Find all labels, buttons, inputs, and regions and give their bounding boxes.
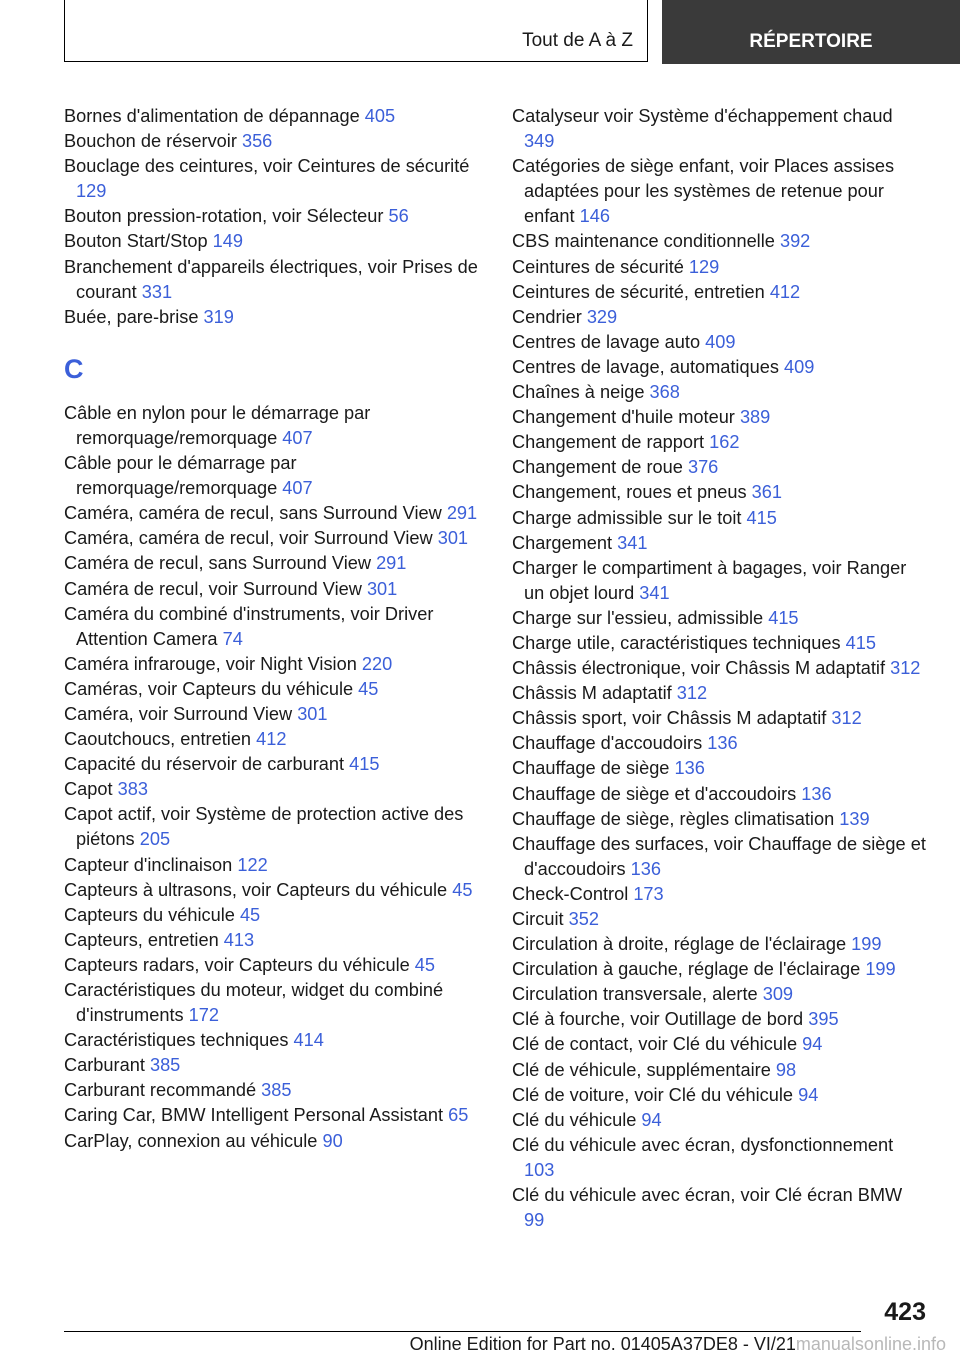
entry-page-link[interactable]: 301	[437, 528, 469, 549]
index-entry	[64, 853, 484, 878]
entry-term: Capacité du réservoir de carburant	[64, 754, 345, 775]
index-entry	[64, 526, 484, 551]
index-entry	[64, 451, 484, 501]
entry-page-link[interactable]: 94	[798, 1084, 819, 1105]
index-entry	[512, 1083, 927, 1108]
entry-page-link[interactable]: 291	[376, 553, 407, 574]
entry-page-link[interactable]: 301	[297, 703, 328, 724]
entry-page-link[interactable]: 385	[261, 1080, 292, 1101]
entry-page-link[interactable]: 415	[768, 607, 799, 628]
entry-term: Capteurs à ultrasons, voir Capteurs du véhicule	[64, 879, 448, 900]
index-entry	[64, 878, 484, 903]
index-entry	[64, 1129, 484, 1154]
entry-page-link[interactable]: 414	[293, 1030, 324, 1051]
index-entry	[64, 1103, 484, 1128]
index-entry	[64, 652, 484, 677]
entry-page-link[interactable]: 94	[802, 1034, 823, 1055]
entry-term: Centres de lavage auto	[512, 331, 701, 352]
index-entry	[512, 405, 927, 430]
entry-term: Caméra, caméra de recul, sans Surround View	[64, 503, 442, 524]
entry-term: Clé du véhicule avec écran, dysfonctionnement	[512, 1134, 894, 1155]
edition-text: Online Edition for Part no. 01405A37DE8 - VI/21	[409, 1334, 796, 1354]
entry-term: Clé de voiture, voir Clé du véhicule	[512, 1084, 794, 1105]
entry-page-link[interactable]: 409	[783, 356, 815, 377]
index-entry	[64, 229, 484, 254]
entry-term: Catégories de siège enfant, voir Places assises adaptées pour les systèmes de retenue pour enfant	[512, 156, 895, 227]
index-entry	[512, 430, 927, 455]
index-entry	[512, 355, 927, 380]
entry-term: Changement d'huile moteur	[512, 407, 735, 428]
entry-term: Capot	[64, 779, 113, 800]
entry-page-link[interactable]: 312	[676, 683, 708, 704]
entry-term: Check-Control	[512, 883, 629, 904]
entry-term: Clé de contact, voir Clé du véhicule	[512, 1034, 798, 1055]
entry-term: Chauffage de siège, règles climatisation	[512, 808, 835, 829]
entry-term: Ceintures de sécurité, entretien	[512, 281, 765, 302]
entry-page-link[interactable]: 74	[222, 628, 243, 649]
index-entry	[512, 480, 927, 505]
index-entry	[512, 104, 927, 154]
entry-page-link[interactable]: 173	[633, 883, 664, 904]
index-entry	[64, 154, 484, 204]
index-entry	[64, 577, 484, 602]
index-entry	[512, 706, 927, 731]
index-entry	[512, 1183, 927, 1233]
index-entry	[512, 832, 927, 882]
index-entry	[64, 928, 484, 953]
page-number: 423	[884, 1298, 926, 1326]
entry-page-link[interactable]: 385	[149, 1055, 181, 1076]
index-entry	[64, 1078, 484, 1103]
entry-term: Câble en nylon pour le démarrage par remorquage/remorquage	[64, 402, 371, 448]
index-entry	[64, 104, 484, 129]
entry-page-link[interactable]: 409	[705, 331, 736, 352]
entry-term: Carburant recommandé	[64, 1080, 257, 1101]
entry-term: Bouton pression-rotation, voir Sélecteur	[64, 206, 384, 227]
entry-page-link[interactable]: 136	[630, 858, 661, 879]
entry-term: Circulation transversale, alerte	[512, 984, 758, 1005]
entry-term: Bouclage des ceintures, voir Ceintures de sécurité	[64, 156, 470, 177]
entry-page-link[interactable]: 45	[414, 954, 436, 975]
entry-page-link[interactable]: 129	[688, 256, 720, 277]
entry-term: Câble pour le démarrage par remorquage/remorquage	[64, 453, 297, 499]
entry-term: Bouchon de réservoir	[64, 131, 237, 152]
index-entry	[64, 204, 484, 229]
index-entry	[512, 731, 927, 756]
index-entry	[512, 154, 927, 229]
entry-page-link[interactable]: 149	[212, 231, 243, 252]
entry-page-link[interactable]: 220	[361, 653, 393, 674]
entry-term: Branchement d'appareils électriques, voir Prises de courant	[64, 256, 478, 302]
index-entry	[512, 756, 927, 781]
entry-page-link[interactable]: 412	[256, 729, 287, 750]
section-title: Tout de A à Z	[522, 30, 633, 51]
index-entry	[64, 953, 484, 978]
entry-term: Caméra de recul, sans Surround View	[64, 553, 371, 574]
footer-rule	[64, 1331, 861, 1332]
entry-page-link[interactable]: 319	[203, 306, 234, 327]
index-entry	[512, 882, 927, 907]
entry-page-link[interactable]: 395	[808, 1009, 839, 1030]
index-entry	[512, 957, 927, 982]
index-entry	[64, 551, 484, 576]
entry-term: Capteurs, entretien	[64, 929, 219, 950]
index-entry	[64, 802, 484, 852]
entry-term: Changement de roue	[512, 457, 683, 478]
entry-term: CarPlay, connexion au véhicule	[64, 1130, 318, 1151]
entry-page-link[interactable]: 407	[282, 478, 313, 499]
entry-page-link[interactable]: 136	[674, 758, 705, 779]
index-entry	[512, 782, 927, 807]
entry-term: Changement, roues et pneus	[512, 482, 747, 503]
entry-page-link[interactable]: 94	[641, 1109, 662, 1130]
index-entry	[512, 380, 927, 405]
entry-page-link[interactable]: 205	[139, 829, 171, 850]
entry-term: Charger le compartiment à bagages, voir Ranger un objet lourd	[512, 557, 907, 603]
entry-term: CBS maintenance conditionnelle	[512, 231, 775, 252]
entry-page-link[interactable]: 312	[890, 658, 921, 679]
entry-term: Ceintures de sécurité	[512, 256, 684, 277]
index-entry	[64, 305, 484, 330]
entry-term: Caractéristiques techniques	[64, 1030, 289, 1051]
entry-page-link[interactable]: 139	[839, 808, 870, 829]
entry-term: Centres de lavage, automatiques	[512, 356, 779, 377]
entry-page-link[interactable]: 103	[524, 1159, 555, 1180]
entry-term: Caméra, caméra de recul, voir Surround View	[64, 528, 433, 549]
entry-term: Châssis électronique, voir Châssis M adaptatif	[512, 658, 886, 679]
entry-term: Catalyseur voir Système d'échappement chaud	[512, 106, 893, 126]
entry-term: Châssis sport, voir Châssis M adaptatif	[512, 708, 827, 729]
entry-term: Caméra de recul, voir Surround View	[64, 578, 362, 599]
index-entry	[512, 1058, 927, 1083]
index-entry	[512, 305, 927, 330]
entry-page-link[interactable]: 136	[707, 733, 738, 754]
entry-page-link[interactable]: 352	[568, 909, 599, 929]
entry-term: Carburant	[64, 1055, 145, 1076]
index-entry	[64, 752, 484, 777]
entry-page-link[interactable]: 291	[446, 503, 478, 524]
entry-page-link[interactable]: 90	[322, 1130, 343, 1151]
index-entry	[64, 727, 484, 752]
entry-term: Charge sur l'essieu, admissible	[512, 607, 764, 628]
index-entry	[512, 1108, 927, 1133]
entry-term: Caméra du combiné d'instruments, voir Driver Attention Camera	[64, 603, 434, 649]
entry-term: Capteurs radars, voir Capteurs du véhicule	[64, 954, 410, 975]
entry-term: Chauffage des surfaces, voir Chauffage de siège et d'accoudoirs	[512, 833, 926, 879]
index-entry	[64, 978, 484, 1028]
index-entry	[64, 702, 484, 727]
entry-term: Chauffage de siège	[512, 758, 670, 779]
entry-term: Caméras, voir Capteurs du véhicule	[64, 678, 354, 699]
entry-term: Clé de véhicule, supplémentaire	[512, 1059, 771, 1080]
entry-page-link[interactable]: 309	[762, 984, 794, 1005]
entry-term: Chauffage d'accoudoirs	[512, 733, 703, 754]
index-entry	[512, 556, 927, 606]
entry-term: Circulation à droite, réglage de l'éclairage	[512, 934, 847, 955]
entry-page-link[interactable]: 383	[117, 779, 148, 800]
index-entry	[512, 982, 927, 1007]
entry-page-link[interactable]: 65	[448, 1105, 469, 1126]
entry-page-link[interactable]: 301	[366, 578, 398, 599]
index-group-b	[64, 104, 484, 330]
entry-term: Clé du véhicule avec écran, voir Clé écran BMW	[512, 1185, 903, 1206]
index-entry	[64, 1053, 484, 1078]
entry-term: Chauffage de siège et d'accoudoirs	[512, 783, 797, 804]
entry-page-link[interactable]: 407	[282, 427, 313, 448]
entry-term: Caméra infrarouge, voir Night Vision	[64, 653, 357, 674]
entry-term: Circulation à gauche, réglage de l'éclairage	[512, 959, 861, 980]
entry-page-link[interactable]: 199	[865, 959, 896, 980]
entry-page-link[interactable]: 412	[769, 281, 801, 302]
entry-page-link[interactable]: 136	[801, 783, 832, 804]
entry-term: Charge admissible sur le toit	[512, 507, 742, 528]
entry-page-link[interactable]: 413	[223, 929, 255, 950]
entry-page-link[interactable]: 415	[845, 632, 876, 653]
entry-page-link[interactable]: 341	[617, 532, 648, 553]
entry-page-link[interactable]: 199	[851, 934, 882, 955]
entry-page-link[interactable]: 45	[358, 678, 379, 699]
entry-term: Capteurs du véhicule	[64, 904, 235, 925]
entry-page-link[interactable]: 361	[751, 482, 782, 503]
index-entry	[512, 531, 927, 556]
entry-term: Capteur d'inclinaison	[64, 854, 233, 875]
index-entry	[512, 1133, 927, 1183]
entry-page-link[interactable]: 405	[364, 106, 396, 126]
entry-page-link[interactable]: 392	[779, 231, 811, 252]
index-column-left	[64, 104, 484, 1154]
entry-term: Chargement	[512, 532, 613, 553]
entry-page-link[interactable]: 368	[649, 382, 680, 403]
entry-term: Clé à fourche, voir Outillage de bord	[512, 1009, 804, 1030]
entry-term: Circuit	[512, 909, 564, 929]
entry-page-link[interactable]: 356	[241, 131, 273, 152]
entry-term: Châssis M adaptatif	[512, 683, 672, 704]
entry-term: Buée, pare-brise	[64, 306, 199, 327]
entry-term: Cendrier	[512, 306, 582, 327]
index-column-right	[512, 104, 927, 1233]
entry-page-link[interactable]: 56	[388, 206, 409, 227]
entry-term: Caoutchoucs, entretien	[64, 729, 252, 750]
section-tab	[64, 0, 648, 62]
entry-page-link[interactable]: 415	[349, 754, 380, 775]
index-entry	[512, 932, 927, 957]
index-entry	[512, 907, 927, 932]
entry-page-link[interactable]: 172	[188, 1005, 220, 1026]
index-entry	[64, 129, 484, 154]
index-entry	[512, 1032, 927, 1057]
entry-page-link[interactable]: 329	[586, 306, 618, 327]
index-entry	[512, 631, 927, 656]
index-entry	[512, 506, 927, 531]
index-entry	[512, 681, 927, 706]
entry-page-link[interactable]: 415	[746, 507, 777, 528]
index-entry	[64, 401, 484, 451]
index-letter-heading: C	[64, 353, 84, 384]
entry-page-link[interactable]: 129	[76, 181, 107, 202]
index-entry	[64, 501, 484, 526]
entry-term: Chaînes à neige	[512, 382, 645, 403]
index-entry	[512, 255, 927, 280]
entry-page-link[interactable]: 376	[687, 457, 719, 478]
entry-term: Capot actif, voir Système de protection active des piétons	[64, 804, 464, 850]
chapter-tab: RÉPERTOIRE	[662, 0, 960, 64]
index-entry	[512, 455, 927, 480]
entry-page-link[interactable]: 389	[739, 407, 771, 428]
entry-term: Caring Car, BMW Intelligent Personal Assistant	[64, 1105, 444, 1126]
index-entry	[64, 1028, 484, 1053]
entry-term: Caractéristiques du moteur, widget du combiné d'instruments	[64, 980, 444, 1026]
entry-page-link[interactable]: 349	[524, 131, 555, 152]
index-entry	[64, 255, 484, 305]
entry-page-link[interactable]: 162	[709, 432, 740, 453]
entry-term: Caméra, voir Surround View	[64, 703, 293, 724]
index-entry	[512, 807, 927, 832]
footer	[0, 1334, 946, 1355]
entry-term: Clé du véhicule	[512, 1109, 637, 1130]
entry-page-link[interactable]: 331	[141, 281, 173, 302]
entry-term: Changement de rapport	[512, 432, 705, 453]
entry-term: Bouton Start/Stop	[64, 231, 208, 252]
index-group-c	[64, 401, 484, 1154]
entry-term: Bornes d'alimentation de dépannage	[64, 106, 360, 126]
index-entry	[512, 280, 927, 305]
entry-page-link[interactable]: 122	[237, 854, 268, 875]
entry-page-link[interactable]: 341	[639, 582, 670, 603]
index-entry	[512, 656, 927, 681]
entry-page-link[interactable]: 45	[239, 904, 261, 925]
entry-page-link[interactable]: 146	[579, 206, 610, 227]
index-entry	[64, 777, 484, 802]
index-entry	[64, 602, 484, 652]
entry-page-link[interactable]: 312	[831, 708, 862, 729]
index-entry	[512, 606, 927, 631]
index-entry	[512, 330, 927, 355]
index-entry	[64, 677, 484, 702]
index-entry	[512, 1007, 927, 1032]
entry-page-link[interactable]: 45	[452, 879, 473, 900]
index-entry	[512, 229, 927, 254]
entry-term: Charge utile, caractéristiques techniques	[512, 632, 841, 653]
entry-page-link[interactable]: 99	[524, 1210, 545, 1231]
index-entry	[64, 903, 484, 928]
entry-page-link[interactable]: 98	[775, 1059, 797, 1080]
watermark: manualsonline.info	[795, 1334, 946, 1354]
